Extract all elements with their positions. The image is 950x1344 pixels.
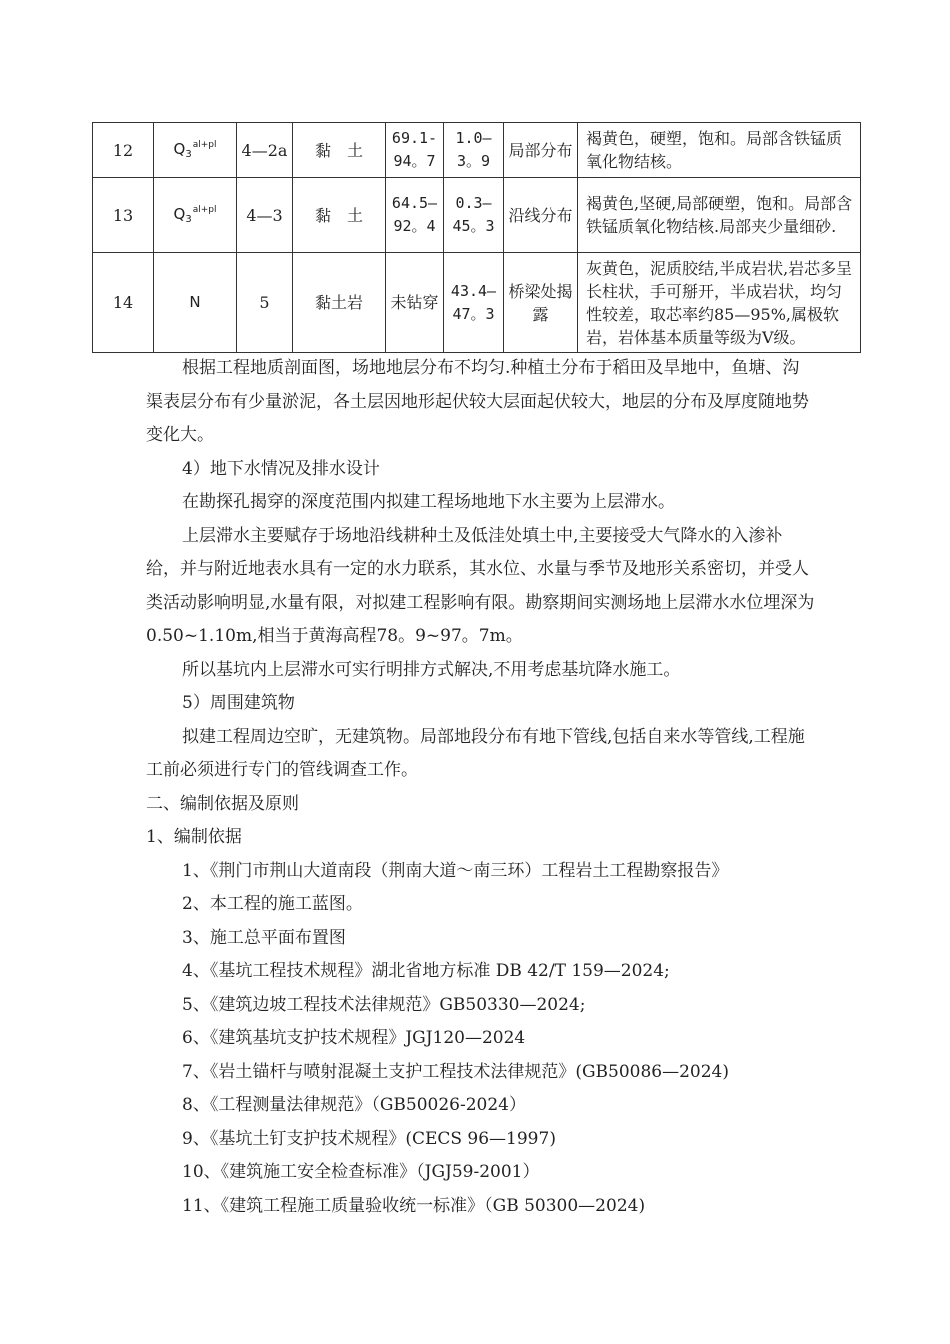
basis-item: 5、《建筑边坡工程技术法律规范》GB50330—2024; (182, 994, 586, 1015)
age-base: N (189, 293, 201, 311)
strata-table (92, 122, 861, 353)
cell-no: 14 (93, 253, 154, 353)
paragraph-groundwater-detail: 上层滞水主要赋存于场地沿线耕种土及低洼处填土中,主要接受大气降水的入渗补给，并与附近地表水具有一定的水力联系，其水位、水量与季节及地形关系密切，并受人类活动影响明显,水量有限，对拟建工程影响有限。勘察期间实测场地上层滞水水位埋深为0.50~1.10m,相当于黄海高程78。9~97。7m。 (146, 525, 815, 646)
cell-thickness: 0.3—45。3 (444, 178, 504, 253)
age-sub: 3 (185, 214, 192, 225)
paragraph-strata-summary: 根据工程地质剖面图，场地地层分布不均匀.种植土分布于稻田及旱地中，鱼塘、沟渠表层分布有少量淤泥，各土层因地形起伏较大层面起伏较大，地层的分布及厚度随地势变化大。 (146, 358, 809, 445)
cell-no: 13 (93, 178, 154, 253)
basis-item: 10、《建筑施工安全检查标准》（JGJ59-2001） (182, 1162, 540, 1182)
cell-age (154, 178, 237, 253)
age-base: Q (173, 205, 186, 223)
cell-distribution: 沿线分布 (504, 178, 578, 253)
cell-description: 灰黄色，泥质胶结,半成岩状,岩芯多呈长柱状，手可掰开，半成岩状，均匀性较差，取芯率约85—95%,属极软岩，岩体基本质量等级为Ⅴ级。 (578, 253, 861, 353)
cell-elevation: 69.1-94。7 (386, 123, 444, 178)
age-sup: al+pl (192, 205, 217, 215)
cell-thickness: 43.4—47。3 (444, 253, 504, 353)
table-row (93, 178, 861, 253)
paragraph-drainage: 所以基坑内上层滞水可实行明排方式解决,不用考虑基坑降水施工。 (182, 659, 681, 680)
basis-item: 2、本工程的施工蓝图。 (182, 894, 363, 914)
cell-age (154, 253, 237, 353)
age-sup: al+pl (192, 140, 217, 150)
age-sub: 3 (185, 149, 192, 160)
age-base: Q (173, 140, 186, 158)
basis-item: 9、《基坑土钉支护技术规程》(CECS 96—1997) (182, 1128, 556, 1149)
cell-name: 黏土岩 (293, 253, 386, 353)
cell-layer: 4—2a (237, 123, 293, 178)
basis-item: 6、《建筑基坑支护技术规程》JGJ120—2024 (182, 1028, 526, 1048)
table-row (93, 123, 861, 178)
basis-item: 3、施工总平面布置图 (182, 927, 346, 948)
basis-item: 4、《基坑工程技术规程》湖北省地方标准 DB 42/T 159—2024; (182, 961, 670, 981)
heading-groundwater: 4）地下水情况及排水设计 (182, 458, 380, 479)
cell-distribution: 局部分布 (504, 123, 578, 178)
basis-item: 1、《荆门市荆山大道南段（荆南大道～南三环）工程岩土工程勘察报告》 (182, 860, 729, 881)
basis-item: 7、《岩土锚杆与喷射混凝土支护工程技术法律规范》(GB50086—2024) (182, 1061, 729, 1082)
cell-thickness: 1.0—3。9 (444, 123, 504, 178)
paragraph-surroundings: 拟建工程周边空旷，无建筑物。局部地段分布有地下管线,包括自来水等管线,工程施工前必须进行专门的管线调查工作。 (146, 726, 805, 780)
cell-age (154, 123, 237, 178)
table-row (93, 253, 861, 353)
heading-surrounding-buildings: 5）周围建筑物 (182, 693, 295, 713)
cell-elevation: 64.5—92。4 (386, 178, 444, 253)
body-text (146, 352, 816, 1223)
cell-layer: 5 (237, 253, 293, 353)
paragraph-groundwater-type: 在勘探孔揭穿的深度范围内拟建工程场地地下水主要为上层滞水。 (182, 492, 675, 512)
cell-no: 12 (93, 123, 154, 178)
cell-elevation: 未钻穿 (386, 253, 444, 353)
section-heading: 二、编制依据及原则 (146, 793, 299, 814)
cell-description: 褐黄色,坚硬,局部硬塑，饱和。局部含铁锰质氧化物结核.局部夹少量细砂. (578, 178, 861, 253)
basis-item: 11、《建筑工程施工质量验收统一标准》（GB 50300—2024) (182, 1195, 646, 1216)
cell-name: 黏 土 (293, 178, 386, 253)
cell-distribution: 桥梁处揭露 (504, 253, 578, 353)
cell-description: 褐黄色，硬塑，饱和。局部含铁锰质氧化物结核。 (578, 123, 861, 178)
cell-name: 黏 土 (293, 123, 386, 178)
subsection-heading: 1、编制依据 (146, 827, 242, 847)
cell-layer: 4—3 (237, 178, 293, 253)
basis-item: 8、《工程测量法律规范》（GB50026-2024） (182, 1095, 526, 1115)
